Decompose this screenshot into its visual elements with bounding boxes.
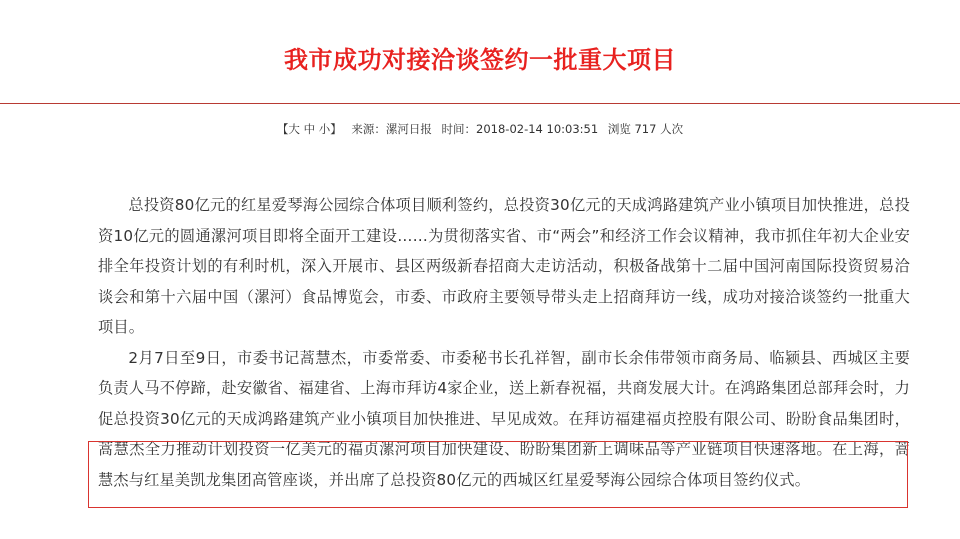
- font-size-bracket-close: 】: [330, 122, 342, 136]
- font-size-large-link[interactable]: 大: [288, 122, 300, 136]
- font-size-bracket-open: 【: [276, 122, 289, 136]
- article-meta: [0, 119, 960, 139]
- title-divider: [0, 103, 960, 104]
- article-time: 时间：2018-02-14 10:03:51: [441, 122, 599, 136]
- font-size-small-link[interactable]: 小: [318, 122, 331, 136]
- article-source: 来源：漯河日报: [351, 122, 432, 136]
- article-paragraph-2: 2月7日至9日，市委书记蒿慧杰，市委常委、市委秘书长孔祥智，副市长余伟带领市商务局、临颍县、西城区主要负责人马不停蹄，赴安徽省、福建省、上海市拜访4家企业，送上新春祝福，共商发展大计。在鸿路集团总部拜会时，力促总投资30亿元的天成鸿路建筑产业小镇项目加快推进、早见成效。在拜访福建福贞控股有限公司、盼盼食品集团时，蒿慧杰全力推动计划投资一亿美元的福贞漯河项目加快建设、盼盼集团新上调味品等产业链项目快速落地。在上海，蒿慧杰与红星美凯龙集团高管座谈，并出席了总投资80亿元的西城区红星爱琴海公园综合体项目签约仪式。: [98, 348, 910, 489]
- article-body: [98, 190, 910, 495]
- article-paragraph-1: 总投资80亿元的红星爱琴海公园综合体项目顺利签约，总投资30亿元的天成鸿路建筑产业小镇项目加快推进，总投资10亿元的圆通漯河项目即将全面开工建设……为贯彻落实省、市“两会”和经济工作会议精神，我市抓住年初大企业安排全年投资计划的有利时机，深入开展市、县区两级新春招商大走访活动，积极备战第十二届中国河南国际投资贸易洽谈会和第十六届中国（漯河）食品博览会，市委、市政府主要领导带头走上招商拜访一线，成功对接洽谈签约一批重大项目。: [98, 196, 910, 336]
- article-title: 我市成功对接洽谈签约一批重大项目: [284, 46, 676, 74]
- font-size-medium-link[interactable]: 中: [303, 122, 316, 136]
- article-views: 浏览 717 人次: [607, 122, 684, 136]
